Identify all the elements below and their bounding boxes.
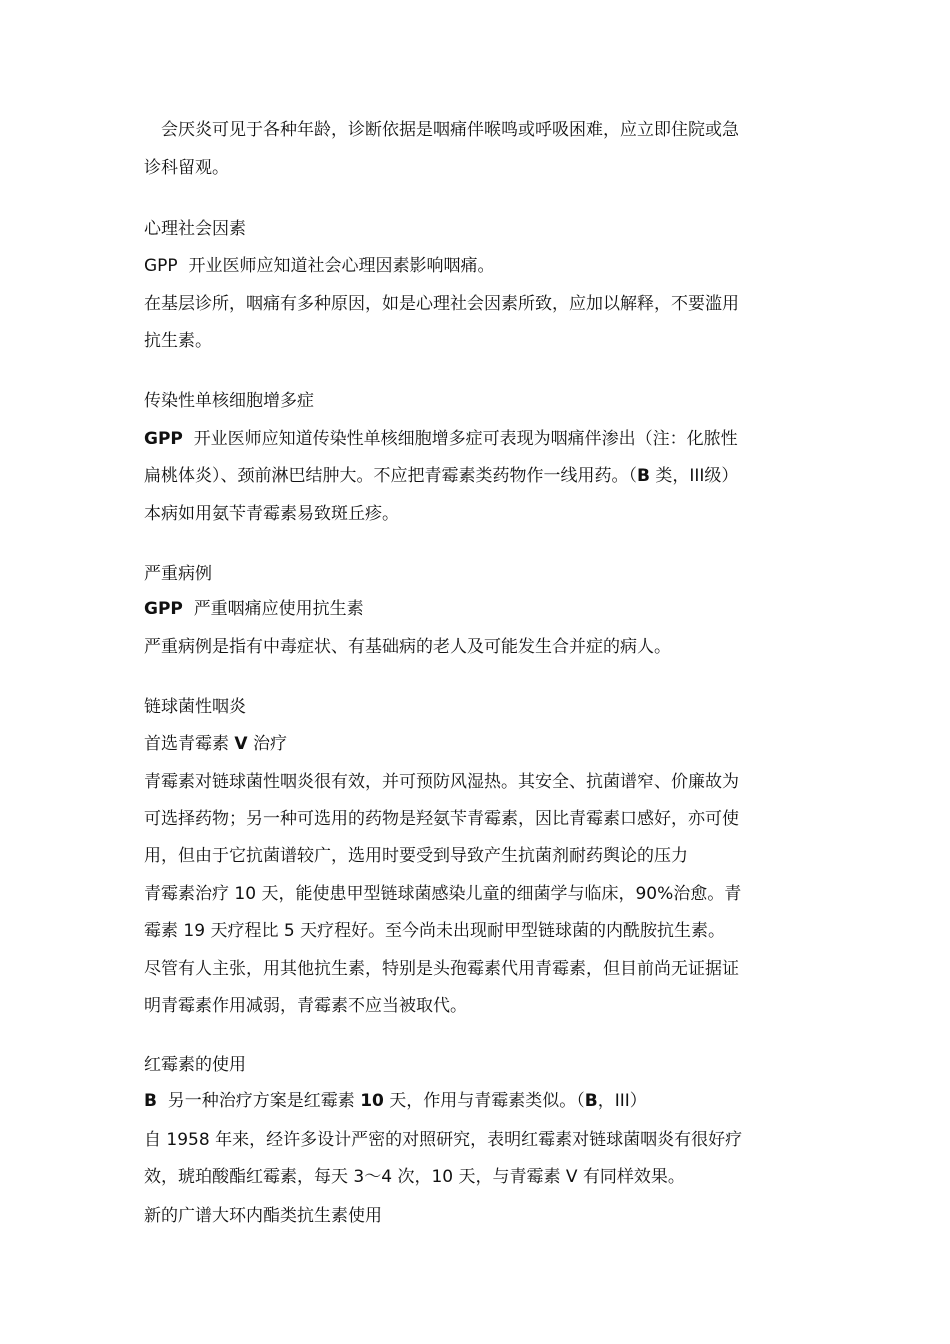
text-line: 霉素 19 天疗程比 5 天疗程好。至今尚未出现耐甲型链球菌的内酰胺抗生素。 [144,921,726,941]
text-line: 本病如用氨苄青霉素易致斑丘疹。 [144,504,399,524]
text-line: 青霉素治疗 10 天，能使患甲型链球菌感染儿童的细菌学与临床，90%治愈。青 [144,884,742,904]
gpp-label: GPP [144,599,183,619]
text-span: 天，作用与青霉素类似。（ [389,1091,585,1111]
drug-v: V [234,734,248,754]
text-line [144,734,814,754]
grade-letter: B [637,466,650,486]
text-line: 尽管有人主张，用其他抗生素，特别是头孢霉素代用青霉素，但目前尚无证据证 [144,959,739,979]
text-line: 会厌炎可见于各种年龄，诊断依据是咽痛伴喉鸣或呼吸困难，应立即住院或急 [144,120,739,140]
text-line: 在基层诊所，咽痛有多种原因，如是心理社会因素所致，应加以解释，不要滥用 [144,294,739,314]
text-span: 治疗 [252,734,287,754]
text-span: 扁桃体炎）、颈前淋巴结肿大。不应把青霉素类药物作一线用药。（ [144,466,637,486]
gpp-text: 开业医师应知道社会心理因素影响咽痛。 [188,256,495,276]
text-line: 诊科留观。 [144,158,229,178]
gpp-label: GPP [144,256,178,276]
section-heading: 严重病例 [144,564,212,584]
gpp-line [144,599,814,619]
text-line: 严重病例是指有中毒症状、有基础病的老人及可能发生合并症的病人。 [144,637,671,657]
text-line: 青霉素对链球菌性咽炎很有效，并可预防风湿热。其安全、抗菌谱窄、价廉故为 [144,772,739,792]
text-line: 可选择药物；另一种可选用的药物是羟氨苄青霉素，因比青霉素口感好，亦可使 [144,809,739,829]
section-heading: 新的广谱大环内酯类抗生素使用 [144,1206,382,1226]
gpp-line [144,256,814,276]
text-span: 另一种治疗方案是红霉素 [167,1091,355,1111]
text-line: 用，但由于它抗菌谱较广，选用时要受到导致产生抗菌剂耐药舆论的压力 [144,846,688,866]
grade-letter: B [144,1091,157,1111]
text-line [144,1091,814,1111]
text-span: 类，III级） [655,466,739,486]
section-heading: 传染性单核细胞增多症 [144,391,314,411]
gpp-line [144,429,814,449]
section-heading: 心理社会因素 [144,219,246,239]
text-span: 首选青霉素 [144,734,229,754]
text-line [144,466,814,486]
gpp-text: 严重咽痛应使用抗生素 [193,599,364,619]
section-heading: 链球菌性咽炎 [144,697,246,717]
grade-letter: B [584,1091,598,1111]
text-span: ，III） [597,1091,647,1111]
gpp-label: GPP [144,429,183,449]
text-line: 效，琥珀酸酯红霉素，每天 3～4 次，10 天，与青霉素 V 有同样效果。 [144,1167,685,1187]
text-line: 自 1958 年来，经许多设计严密的对照研究，表明红霉素对链球菌咽炎有很好疗 [144,1130,743,1150]
section-heading: 红霉素的使用 [144,1055,246,1075]
days-number: 10 [360,1091,384,1111]
text-line: 抗生素。 [144,331,212,351]
text-line: 明青霉素作用减弱，青霉素不应当被取代。 [144,996,467,1016]
gpp-text: 开业医师应知道传染性单核细胞增多症可表现为咽痛伴渗出（注：化脓性 [193,429,738,449]
